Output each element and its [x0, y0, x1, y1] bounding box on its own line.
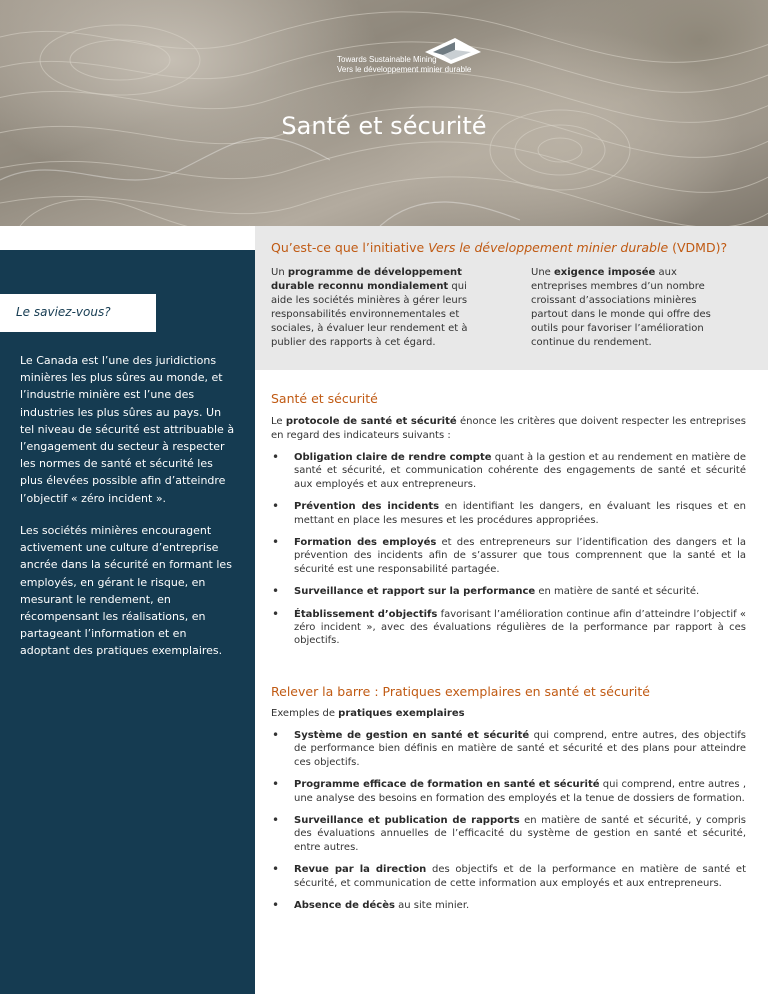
section2-intro-bold: pratiques exemplaires: [338, 708, 465, 719]
list-item-bold: Formation des employés: [294, 537, 437, 549]
list-item: [271, 814, 746, 854]
list-item-text: en matière de santé et sécurité, y compris des évaluations annuelles de l’efficacité du système de gestion en santé et sécurité, entre autres.: [294, 815, 746, 853]
list-item-bold: Prévention des incidents: [294, 501, 440, 513]
list-item-bold: Système de gestion en santé et sécurité: [294, 730, 530, 741]
intro-left-prefix: Un: [271, 267, 288, 278]
list-item-bold: Programme efficace de formation en santé et sécurité: [294, 779, 600, 791]
section2-intro: [271, 707, 746, 721]
sidebar-paragraph-1: Le Canada est l’une des juridictions minières les plus sûres au monde, et l’industrie minière est l’une des industries les plus sûres au pays. Un tel niveau de sécurité est attribuable à l’engagement du secteur à respecter les normes de santé et sécurité les plus élevées possible afin d’atteindre l’objectif « zéro incident ».: [20, 354, 235, 505]
intro-left-bold: programme de développement durable reconnu mondialement: [271, 267, 462, 292]
logo-text-french: Vers le développement minier durable: [337, 65, 472, 74]
list-item: [271, 608, 746, 648]
section-heading-best-practices: Relever la barre : Pratiques exemplaires en santé et sécurité: [271, 684, 650, 699]
section1-bullet-list: [271, 451, 746, 648]
list-item-bold: Surveillance et rapport sur la performance: [294, 586, 536, 598]
sidebar-paragraph-2: Les sociétés minières encouragent activement une culture d’entreprise ancrée dans la sécurité en formant les employés, en gérant le risque, en mesurant le rendement, en récompensant les réalisations, en partageant l’information et en adoptant des pratiques exemplaires.: [20, 524, 232, 658]
list-item: [271, 500, 746, 527]
intro-panel: [255, 226, 768, 370]
list-item: [271, 451, 746, 491]
list-item-bold: Absence de décès: [294, 900, 395, 912]
intro-heading-suffix: (VDMD)?: [668, 240, 728, 255]
list-item-text: quant à la gestion et au rendement en matière de santé et sécurité, et communication cohérente des engagements de santé et sécurité aux employés et aux entrepreneurs.: [294, 452, 746, 490]
intro-heading-italic: Vers le développement minier durable: [428, 240, 669, 255]
header-banner: [0, 0, 768, 226]
list-item-text: en identifiant les dangers, en évaluant les risques et en mettant en place les mesures et les procédures appropriées.: [294, 501, 746, 526]
logo-text-english: Towards Sustainable Mining: [337, 55, 437, 64]
section-heading-health-safety: Santé et sécurité: [271, 391, 378, 406]
section1-intro: [271, 415, 746, 443]
list-item-text: des objectifs et de la performance en matière de santé et sécurité, et communication de cette information aux employés et aux entrepreneurs.: [294, 864, 746, 889]
list-item-text: favorisant l’amélioration continue afin d’atteindre l’objectif « zéro incident », avec des évaluations régulières de la performance par rapport à ces objectifs.: [294, 608, 746, 647]
intro-right-bold: exigence imposée: [554, 267, 656, 278]
intro-right-prefix: Une: [531, 267, 554, 278]
list-item: [271, 536, 746, 576]
tsm-logo: [337, 38, 487, 80]
list-item-text: qui comprend, entre autres, des objectifs de performance bien définis en matière de santé et sécurité et des plans pour atteindre ces objectifs.: [294, 730, 746, 768]
list-item-text: au site minier.: [394, 900, 470, 912]
list-item-text: et des entrepreneurs sur l’identification des dangers et la prévention des incidents afin de s’assurer que tous comprennent que la santé et la sécurité est une responsabilité partagée.: [294, 537, 746, 575]
intro-heading: [271, 240, 727, 255]
section1-intro-prefix: Le: [271, 416, 286, 427]
list-item: [271, 585, 746, 598]
list-item: [271, 729, 746, 769]
section1-intro-text: énonce les critères que doivent respecter les entreprises en regard des indicateurs suivants :: [271, 416, 746, 441]
page-title: Santé et sécurité: [281, 112, 487, 140]
list-item-bold: Établissement d’objectifs: [294, 608, 438, 620]
list-item-bold: Revue par la direction: [294, 864, 427, 876]
section2-intro-prefix: Exemples de: [271, 708, 339, 719]
list-item-text: qui comprend, entre autres , une analyse des besoins en formation des employés et la tenue de dossiers de formation.: [294, 779, 746, 804]
callout-label: Le saviez-vous?: [16, 305, 111, 319]
list-item: [271, 778, 746, 805]
section1-intro-bold: protocole de santé et sécurité: [285, 416, 457, 427]
intro-left-text: qui aide les sociétés minières à gérer leurs responsabilités environnementales et sociales, à évaluer leur rendement et à publier des rapports à cet égard.: [271, 281, 468, 348]
list-item: [271, 899, 746, 912]
intro-right-text: aux entreprises membres d’un nombre croissant d’associations minières partout dans le monde qui offre des outils pour favoriser l’amélioration continue du rendement.: [531, 267, 711, 348]
did-you-know-callout: [0, 294, 156, 332]
intro-right-column: [531, 266, 735, 350]
section2-bullet-list: [271, 729, 746, 912]
list-item: [271, 863, 746, 890]
list-item-text: en matière de santé et sécurité.: [535, 586, 700, 598]
intro-heading-text: Qu’est-ce que l’initiative: [271, 240, 429, 255]
intro-left-column: [271, 266, 475, 350]
list-item-bold: Obligation claire de rendre compte: [294, 452, 492, 463]
list-item-bold: Surveillance et publication de rapports: [294, 815, 520, 827]
